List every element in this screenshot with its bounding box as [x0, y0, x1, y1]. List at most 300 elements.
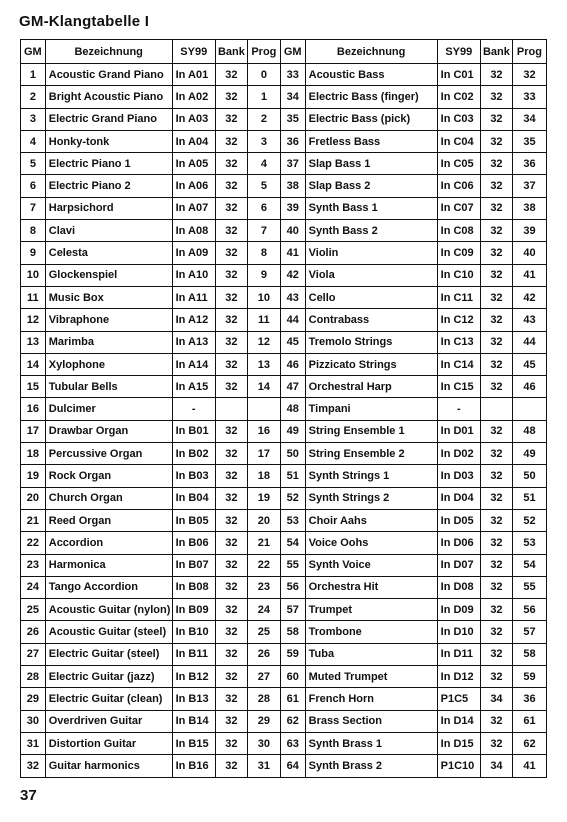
instrument-name: Xylophone: [45, 353, 172, 375]
bank-number: 32: [215, 309, 247, 331]
table-row: [21, 286, 547, 308]
sy99-voice: In A03: [172, 108, 215, 130]
table-row: [21, 153, 547, 175]
instrument-name: Reed Organ: [45, 509, 172, 531]
program-number: 59: [512, 666, 546, 688]
sy99-voice: In A14: [172, 353, 215, 375]
sy99-voice: In A11: [172, 286, 215, 308]
gm-number: 9: [21, 242, 46, 264]
table-row: [21, 599, 547, 621]
table-row: [21, 108, 547, 130]
sy99-voice: In A13: [172, 331, 215, 353]
gm-number: 22: [21, 532, 46, 554]
gm-number: 39: [280, 197, 305, 219]
instrument-name: Music Box: [45, 286, 172, 308]
sy99-voice: In D10: [437, 621, 480, 643]
gm-number: 48: [280, 398, 305, 420]
gm-number: 30: [21, 710, 46, 732]
gm-number: 17: [21, 420, 46, 442]
instrument-name: Electric Guitar (clean): [45, 688, 172, 710]
instrument-name: Tuba: [305, 643, 437, 665]
sy99-voice: In D12: [437, 666, 480, 688]
table-row: [21, 86, 547, 108]
bank-number: 32: [215, 331, 247, 353]
program-number: 10: [247, 286, 280, 308]
header-sy99: SY99: [437, 40, 480, 64]
instrument-name: Electric Grand Piano: [45, 108, 172, 130]
table-row: [21, 755, 547, 777]
bank-number: 32: [215, 509, 247, 531]
instrument-name: Guitar harmonics: [45, 755, 172, 777]
instrument-name: Muted Trumpet: [305, 666, 437, 688]
sy99-voice: In C12: [437, 309, 480, 331]
program-number: 19: [247, 487, 280, 509]
program-number: 26: [247, 643, 280, 665]
table-row: [21, 576, 547, 598]
gm-number: 43: [280, 286, 305, 308]
table-row: [21, 643, 547, 665]
sy99-voice: In A15: [172, 376, 215, 398]
program-number: 7: [247, 220, 280, 242]
bank-number: 32: [215, 443, 247, 465]
gm-number: 27: [21, 643, 46, 665]
instrument-name: Synth Voice: [305, 554, 437, 576]
gm-number: 8: [21, 220, 46, 242]
gm-number: 3: [21, 108, 46, 130]
program-number: 8: [247, 242, 280, 264]
program-number: 39: [512, 220, 546, 242]
sy99-voice: In B10: [172, 621, 215, 643]
gm-number: 23: [21, 554, 46, 576]
instrument-name: Acoustic Guitar (steel): [45, 621, 172, 643]
bank-number: 32: [215, 465, 247, 487]
table-row: [21, 353, 547, 375]
instrument-name: Harpsichord: [45, 197, 172, 219]
sy99-voice: In C10: [437, 264, 480, 286]
table-row: [21, 443, 547, 465]
program-number: 27: [247, 666, 280, 688]
program-number: 51: [512, 487, 546, 509]
gm-number: 4: [21, 130, 46, 152]
gm-number: 2: [21, 86, 46, 108]
instrument-name: Overdriven Guitar: [45, 710, 172, 732]
instrument-name: Orchestral Harp: [305, 376, 437, 398]
table-row: [21, 710, 547, 732]
table-row: [21, 732, 547, 754]
bank-number: [215, 398, 247, 420]
bank-number: 32: [215, 643, 247, 665]
gm-number: 33: [280, 64, 305, 86]
instrument-name: String Ensemble 2: [305, 443, 437, 465]
bank-number: 32: [480, 64, 512, 86]
sy99-voice: In B16: [172, 755, 215, 777]
bank-number: 32: [215, 153, 247, 175]
program-number: 32: [512, 64, 546, 86]
program-number: 35: [512, 130, 546, 152]
program-number: 4: [247, 153, 280, 175]
instrument-name: Fretless Bass: [305, 130, 437, 152]
bank-number: 32: [480, 666, 512, 688]
gm-number: 10: [21, 264, 46, 286]
program-number: 56: [512, 599, 546, 621]
sy99-voice: In C07: [437, 197, 480, 219]
program-number: 42: [512, 286, 546, 308]
header-bezeichnung: Bezeichnung: [45, 40, 172, 64]
gm-number: 29: [21, 688, 46, 710]
program-number: 21: [247, 532, 280, 554]
bank-number: 32: [215, 599, 247, 621]
sy99-voice: In D09: [437, 599, 480, 621]
sy99-voice: In C09: [437, 242, 480, 264]
bank-number: 32: [480, 242, 512, 264]
bank-number: 32: [480, 264, 512, 286]
gm-number: 28: [21, 666, 46, 688]
program-number: 50: [512, 465, 546, 487]
gm-number: 11: [21, 286, 46, 308]
instrument-name: Electric Piano 2: [45, 175, 172, 197]
sy99-voice: -: [437, 398, 480, 420]
instrument-name: Slap Bass 2: [305, 175, 437, 197]
bank-number: 32: [215, 130, 247, 152]
gm-number: 14: [21, 353, 46, 375]
instrument-name: Electric Bass (pick): [305, 108, 437, 130]
program-number: 40: [512, 242, 546, 264]
gm-number: 19: [21, 465, 46, 487]
program-number: 45: [512, 353, 546, 375]
program-number: 28: [247, 688, 280, 710]
bank-number: 32: [215, 64, 247, 86]
gm-number: 52: [280, 487, 305, 509]
header-row: [21, 40, 547, 64]
table-row: [21, 64, 547, 86]
gm-number: 31: [21, 732, 46, 754]
instrument-name: Tubular Bells: [45, 376, 172, 398]
gm-number: 54: [280, 532, 305, 554]
bank-number: 32: [480, 175, 512, 197]
instrument-name: Electric Piano 1: [45, 153, 172, 175]
gm-number: 26: [21, 621, 46, 643]
program-number: 24: [247, 599, 280, 621]
program-number: 38: [512, 197, 546, 219]
program-number: 12: [247, 331, 280, 353]
program-number: 54: [512, 554, 546, 576]
page-number: 37: [20, 787, 37, 804]
gm-number: 59: [280, 643, 305, 665]
bank-number: 32: [215, 487, 247, 509]
program-number: 62: [512, 732, 546, 754]
bank-number: 32: [480, 130, 512, 152]
header-bank: Bank: [480, 40, 512, 64]
sy99-voice: In B01: [172, 420, 215, 442]
program-number: 48: [512, 420, 546, 442]
gm-number: 61: [280, 688, 305, 710]
program-number: 31: [247, 755, 280, 777]
bank-number: 32: [215, 621, 247, 643]
gm-number: 58: [280, 621, 305, 643]
instrument-name: Electric Bass (finger): [305, 86, 437, 108]
bank-number: 32: [215, 755, 247, 777]
gm-number: 12: [21, 309, 46, 331]
bank-number: 32: [215, 376, 247, 398]
instrument-name: Synth Brass 2: [305, 755, 437, 777]
instrument-name: Celesta: [45, 242, 172, 264]
program-number: 20: [247, 509, 280, 531]
bank-number: 32: [480, 554, 512, 576]
instrument-name: Timpani: [305, 398, 437, 420]
bank-number: 32: [480, 443, 512, 465]
gm-number: 62: [280, 710, 305, 732]
bank-number: 32: [215, 242, 247, 264]
bank-number: 34: [480, 755, 512, 777]
bank-number: 32: [480, 732, 512, 754]
header-bank: Bank: [215, 40, 247, 64]
instrument-name: Electric Guitar (steel): [45, 643, 172, 665]
sy99-voice: In D05: [437, 509, 480, 531]
program-number: 58: [512, 643, 546, 665]
sy99-voice: In D04: [437, 487, 480, 509]
sy99-voice: In B06: [172, 532, 215, 554]
sy99-voice: In B08: [172, 576, 215, 598]
instrument-name: French Horn: [305, 688, 437, 710]
gm-number: 55: [280, 554, 305, 576]
program-number: 5: [247, 175, 280, 197]
gm-number: 49: [280, 420, 305, 442]
gm-number: 20: [21, 487, 46, 509]
gm-number: 47: [280, 376, 305, 398]
gm-number: 60: [280, 666, 305, 688]
bank-number: 32: [480, 509, 512, 531]
bank-number: 32: [480, 153, 512, 175]
gm-number: 24: [21, 576, 46, 598]
instrument-name: Acoustic Grand Piano: [45, 64, 172, 86]
instrument-name: Dulcimer: [45, 398, 172, 420]
program-number: 46: [512, 376, 546, 398]
gm-number: 44: [280, 309, 305, 331]
table-row: [21, 666, 547, 688]
gm-number: 32: [21, 755, 46, 777]
gm-number: 63: [280, 732, 305, 754]
instrument-name: Synth Strings 2: [305, 487, 437, 509]
program-number: 53: [512, 532, 546, 554]
header-sy99: SY99: [172, 40, 215, 64]
sy99-voice: In C15: [437, 376, 480, 398]
bank-number: 32: [215, 175, 247, 197]
bank-number: 32: [480, 710, 512, 732]
instrument-name: Cello: [305, 286, 437, 308]
instrument-name: Synth Strings 1: [305, 465, 437, 487]
gm-number: 15: [21, 376, 46, 398]
gm-number: 37: [280, 153, 305, 175]
sy99-voice: In A02: [172, 86, 215, 108]
program-number: 55: [512, 576, 546, 598]
program-number: 1: [247, 86, 280, 108]
instrument-name: Bright Acoustic Piano: [45, 86, 172, 108]
instrument-name: Harmonica: [45, 554, 172, 576]
instrument-name: Accordion: [45, 532, 172, 554]
instrument-name: Synth Bass 2: [305, 220, 437, 242]
instrument-name: Viola: [305, 264, 437, 286]
program-number: 9: [247, 264, 280, 286]
bank-number: 32: [480, 220, 512, 242]
instrument-name: Brass Section: [305, 710, 437, 732]
bank-number: 32: [480, 309, 512, 331]
instrument-name: Electric Guitar (jazz): [45, 666, 172, 688]
program-number: 36: [512, 153, 546, 175]
program-number: [512, 398, 546, 420]
program-number: 30: [247, 732, 280, 754]
instrument-name: Honky-tonk: [45, 130, 172, 152]
gm-number: 53: [280, 509, 305, 531]
gm-number: 1: [21, 64, 46, 86]
table-row: [21, 688, 547, 710]
program-number: 29: [247, 710, 280, 732]
table-row: [21, 376, 547, 398]
instrument-name: Choir Aahs: [305, 509, 437, 531]
bank-number: 32: [480, 420, 512, 442]
bank-number: 32: [480, 86, 512, 108]
instrument-name: Distortion Guitar: [45, 732, 172, 754]
bank-number: 32: [480, 108, 512, 130]
sy99-voice: In C05: [437, 153, 480, 175]
sy99-voice: In D06: [437, 532, 480, 554]
gm-number: 25: [21, 599, 46, 621]
table-row: [21, 331, 547, 353]
instrument-name: Trumpet: [305, 599, 437, 621]
sy99-voice: In B11: [172, 643, 215, 665]
sy99-voice: In D15: [437, 732, 480, 754]
bank-number: 32: [215, 554, 247, 576]
bank-number: 32: [480, 532, 512, 554]
gm-number: 13: [21, 331, 46, 353]
sy99-voice: In B05: [172, 509, 215, 531]
sy99-voice: In C04: [437, 130, 480, 152]
bank-number: 32: [480, 487, 512, 509]
bank-number: 32: [215, 286, 247, 308]
table-row: [21, 175, 547, 197]
program-number: 6: [247, 197, 280, 219]
bank-number: 32: [215, 220, 247, 242]
table-row: [21, 242, 547, 264]
sy99-voice: In A01: [172, 64, 215, 86]
instrument-name: Marimba: [45, 331, 172, 353]
program-number: 0: [247, 64, 280, 86]
instrument-name: Pizzicato Strings: [305, 353, 437, 375]
sy99-voice: In A10: [172, 264, 215, 286]
sy99-voice: In C03: [437, 108, 480, 130]
sy99-voice: In D02: [437, 443, 480, 465]
table-row: [21, 487, 547, 509]
sy99-voice: In C11: [437, 286, 480, 308]
instrument-name: Trombone: [305, 621, 437, 643]
instrument-name: Acoustic Guitar (nylon): [45, 599, 172, 621]
gm-number: 50: [280, 443, 305, 465]
gm-number: 6: [21, 175, 46, 197]
header-prog: Prog: [512, 40, 546, 64]
program-number: 23: [247, 576, 280, 598]
gm-number: 34: [280, 86, 305, 108]
gm-number: 35: [280, 108, 305, 130]
header-gm: GM: [280, 40, 305, 64]
bank-number: 32: [215, 264, 247, 286]
instrument-name: Slap Bass 1: [305, 153, 437, 175]
sy99-voice: In B09: [172, 599, 215, 621]
bank-number: 32: [215, 666, 247, 688]
gm-number: 21: [21, 509, 46, 531]
gm-number: 51: [280, 465, 305, 487]
gm-number: 64: [280, 755, 305, 777]
sy99-voice: In C02: [437, 86, 480, 108]
bank-number: 32: [480, 599, 512, 621]
program-number: 57: [512, 621, 546, 643]
bank-number: 32: [480, 353, 512, 375]
sy99-voice: P1C5: [437, 688, 480, 710]
table-row: [21, 532, 547, 554]
program-number: 41: [512, 755, 546, 777]
sy99-voice: In B07: [172, 554, 215, 576]
instrument-name: Church Organ: [45, 487, 172, 509]
sy99-voice: In C08: [437, 220, 480, 242]
table-row: [21, 621, 547, 643]
program-number: 44: [512, 331, 546, 353]
bank-number: 32: [480, 197, 512, 219]
bank-number: 32: [480, 376, 512, 398]
gm-number: 5: [21, 153, 46, 175]
program-number: 2: [247, 108, 280, 130]
instrument-name: Percussive Organ: [45, 443, 172, 465]
table-row: [21, 220, 547, 242]
table-row: [21, 398, 547, 420]
sy99-voice: In C06: [437, 175, 480, 197]
sy99-voice: In B03: [172, 465, 215, 487]
gm-number: 46: [280, 353, 305, 375]
sy99-voice: In B12: [172, 666, 215, 688]
sy99-voice: In B14: [172, 710, 215, 732]
sy99-voice: In C14: [437, 353, 480, 375]
table-row: [21, 509, 547, 531]
sy99-voice: In D14: [437, 710, 480, 732]
instrument-name: Tremolo Strings: [305, 331, 437, 353]
program-number: 14: [247, 376, 280, 398]
gm-number: 57: [280, 599, 305, 621]
sy99-voice: In A05: [172, 153, 215, 175]
gm-number: 45: [280, 331, 305, 353]
program-number: [247, 398, 280, 420]
instrument-name: Rock Organ: [45, 465, 172, 487]
sy99-voice: In C01: [437, 64, 480, 86]
instrument-name: Clavi: [45, 220, 172, 242]
sy99-voice: In B13: [172, 688, 215, 710]
instrument-name: Acoustic Bass: [305, 64, 437, 86]
bank-number: 32: [215, 576, 247, 598]
instrument-name: Violin: [305, 242, 437, 264]
program-number: 16: [247, 420, 280, 442]
table-row: [21, 420, 547, 442]
gm-number: 56: [280, 576, 305, 598]
bank-number: 32: [480, 331, 512, 353]
gm-number: 16: [21, 398, 46, 420]
sy99-voice: In D07: [437, 554, 480, 576]
page-title: GM-Klangtabelle I: [19, 13, 150, 30]
instrument-name: Voice Oohs: [305, 532, 437, 554]
instrument-name: Orchestra Hit: [305, 576, 437, 598]
instrument-name: String Ensemble 1: [305, 420, 437, 442]
table-row: [21, 197, 547, 219]
program-number: 34: [512, 108, 546, 130]
table-row: [21, 465, 547, 487]
program-number: 22: [247, 554, 280, 576]
bank-number: 32: [215, 532, 247, 554]
instrument-name: Drawbar Organ: [45, 420, 172, 442]
